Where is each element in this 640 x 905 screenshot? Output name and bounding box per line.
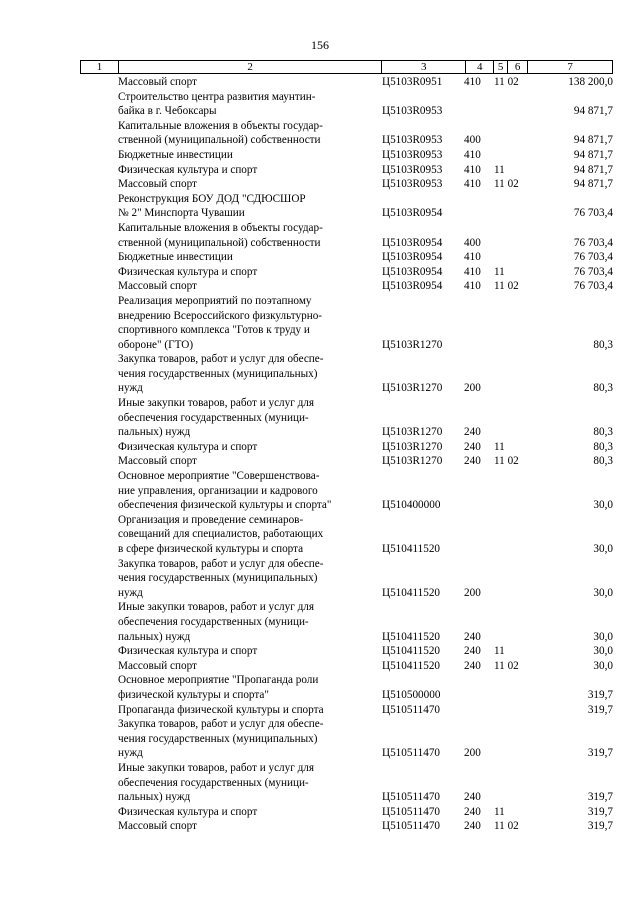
- amount-value: 94 871,7: [573, 178, 613, 191]
- expense-item-name-line: № 2" Минспорта Чувашии: [118, 207, 245, 220]
- target-article-code: Ц510511470: [382, 820, 441, 833]
- section-subsection-code: 11 02: [494, 659, 519, 672]
- expense-item-name-line: обеспечения государственных (муници-: [118, 411, 309, 424]
- amount-value: 76 703,4: [573, 236, 613, 249]
- target-article-code: Ц5103R0954: [382, 265, 443, 278]
- expense-item-name-line: пальных) нужд: [118, 630, 191, 643]
- expense-item-name-line: Массовый спорт: [118, 820, 197, 833]
- expense-item-name-line: нужд: [118, 747, 143, 760]
- target-article-code: Ц510500000: [382, 688, 441, 701]
- section-subsection-code: 11: [494, 805, 505, 818]
- table-row: [80, 717, 613, 761]
- expense-item-name-line: Основное мероприятие "Пропаганда роли: [118, 674, 319, 687]
- expense-item-name-line: Массовый спорт: [118, 455, 197, 468]
- amount-value: 30,0: [593, 630, 613, 643]
- target-article-code: Ц5103R0953: [382, 105, 443, 118]
- expense-item-name-line: внедрению Всероссийского физкультурно-: [118, 309, 323, 322]
- target-article-code: Ц5103R1270: [382, 338, 443, 351]
- table-row: [80, 513, 613, 557]
- target-article-code: Ц510411520: [382, 645, 441, 658]
- expense-item-name: [118, 440, 362, 455]
- amount-value: 319,7: [587, 688, 613, 701]
- expense-type-code: 410: [464, 76, 481, 88]
- table-row: [80, 703, 613, 718]
- table-row: [80, 557, 613, 601]
- expense-type-code: 400: [464, 134, 481, 147]
- expense-item-name-line: ственной (муниципальной) собственности: [118, 134, 321, 147]
- expense-item-name: [118, 90, 362, 119]
- expense-item-name-line: Реконструкция БОУ ДОД "СДЮСШОР: [118, 192, 306, 205]
- expense-item-name-line: пальных) нужд: [118, 426, 191, 439]
- target-article-code: Ц510511470: [382, 747, 441, 760]
- expense-item-name: [118, 192, 362, 221]
- table-row: [80, 440, 613, 455]
- amount-value: 319,7: [587, 791, 613, 804]
- table-row: [80, 192, 613, 221]
- expense-item-name: [118, 644, 362, 659]
- table-row: [80, 805, 613, 820]
- target-article-code: Ц5103R0951: [382, 76, 443, 88]
- column-header-row: [81, 61, 613, 74]
- expense-item-name-line: физической культуры и спорта": [118, 688, 269, 701]
- target-article-code: Ц5103R1270: [382, 382, 443, 395]
- amount-value: 80,3: [593, 382, 613, 395]
- expense-item-name-line: Массовый спорт: [118, 76, 197, 88]
- expense-type-code: 240: [464, 805, 481, 818]
- section-subsection-code: 11 02: [494, 280, 519, 293]
- expense-item-name: [118, 469, 362, 513]
- table-row: [80, 177, 613, 192]
- amount-value: 80,3: [593, 426, 613, 439]
- section-subsection-code: 11: [494, 440, 505, 453]
- expense-item-name: [118, 717, 362, 761]
- amount-value: 319,7: [587, 805, 613, 818]
- expense-item-name-line: Физическая культура и спорт: [118, 163, 258, 176]
- expense-type-code: 200: [464, 382, 481, 395]
- expense-item-name-line: нужд: [118, 382, 143, 395]
- expense-type-code: 410: [464, 251, 481, 264]
- table-row: [80, 600, 613, 644]
- amount-value: 30,0: [593, 543, 613, 555]
- expense-item-name-line: спортивного комплекса "Готов к труду и: [118, 324, 310, 337]
- target-article-code: Ц5103R0954: [382, 236, 443, 249]
- expense-item-name-line: Организация и проведение семинаров-: [118, 513, 304, 526]
- section-subsection-code: 11 02: [494, 178, 519, 191]
- table-row: [80, 221, 613, 250]
- expense-item-name: [118, 221, 362, 250]
- expense-item-name-line: Пропаганда физической культуры и спорта: [118, 703, 324, 716]
- table-row: [80, 279, 613, 294]
- page-number: 156: [311, 38, 329, 52]
- expense-type-code: 240: [464, 440, 481, 453]
- amount-value: 76 703,4: [573, 280, 613, 293]
- expense-item-name: [118, 819, 362, 834]
- column-number-5: 5: [494, 61, 508, 74]
- target-article-code: Ц5103R1270: [382, 440, 443, 453]
- expense-type-code: 240: [464, 820, 481, 833]
- expense-item-name-line: Капитальные вложения в объекты государ-: [118, 119, 323, 132]
- expense-item-name-line: Бюджетные инвестиции: [118, 251, 233, 264]
- expense-type-code: 240: [464, 791, 481, 804]
- amount-value: 30,0: [593, 586, 613, 599]
- expense-item-name: [118, 119, 362, 148]
- amount-value: 138 200,0: [568, 76, 613, 88]
- expense-item-name-line: ственной (муниципальной) собственности: [118, 236, 321, 249]
- column-number-3: 3: [382, 61, 466, 74]
- expense-item-name: [118, 659, 362, 674]
- expense-item-name: [118, 279, 362, 294]
- amount-value: 94 871,7: [573, 163, 613, 176]
- amount-value: 319,7: [587, 747, 613, 760]
- amount-value: 319,7: [587, 703, 613, 716]
- target-article-code: Ц510411520: [382, 586, 441, 599]
- expense-item-name-line: ние управления, организации и кадрового: [118, 484, 318, 497]
- expense-item-name: [118, 265, 362, 280]
- expense-item-name-line: Массовый спорт: [118, 659, 197, 672]
- amount-value: 30,0: [593, 659, 613, 672]
- section-subsection-code: 11 02: [494, 76, 519, 88]
- section-subsection-code: 11: [494, 645, 505, 658]
- table-row: [80, 119, 613, 148]
- table-row: [80, 761, 613, 805]
- target-article-code: Ц5103R0953: [382, 148, 443, 161]
- table-row: [80, 644, 613, 659]
- column-number-1: 1: [81, 61, 119, 74]
- expense-type-code: 240: [464, 659, 481, 672]
- target-article-code: Ц510511470: [382, 805, 441, 818]
- expense-type-code: 240: [464, 455, 481, 468]
- expense-item-name-line: Закупка товаров, работ и услуг для обеспе-: [118, 718, 324, 731]
- expense-item-name: [118, 761, 362, 805]
- expense-item-name-line: в сфере физической культуры и спорта: [118, 543, 304, 555]
- target-article-code: Ц5103R1270: [382, 426, 443, 439]
- expense-item-name-line: Закупка товаров, работ и услуг для обеспе-: [118, 557, 324, 570]
- expense-type-code: 200: [464, 586, 481, 599]
- expense-item-name-line: Реализация мероприятий по поэтапному: [118, 294, 312, 307]
- expense-item-name: [118, 703, 362, 718]
- table-row: [80, 454, 613, 469]
- expense-item-name-line: Основное мероприятие "Совершенствова-: [118, 470, 320, 483]
- amount-value: 94 871,7: [573, 134, 613, 147]
- section-subsection-code: 11 02: [494, 455, 519, 468]
- target-article-code: Ц5103R0954: [382, 251, 443, 264]
- amount-value: 76 703,4: [573, 265, 613, 278]
- amount-value: 76 703,4: [573, 251, 613, 264]
- expense-type-code: 400: [464, 236, 481, 249]
- expense-item-name-line: Физическая культура и спорт: [118, 645, 258, 658]
- expense-item-name: [118, 673, 362, 702]
- table-row: [80, 265, 613, 280]
- table-row: [80, 294, 613, 352]
- column-number-6: 6: [508, 61, 528, 74]
- table-row: [80, 673, 613, 702]
- expense-item-name: [118, 75, 362, 90]
- expense-item-name-line: Иные закупки товаров, работ и услуг для: [118, 761, 315, 774]
- target-article-code: Ц510411520: [382, 543, 441, 555]
- expense-item-name: [118, 454, 362, 469]
- expense-item-name-line: Физическая культура и спорт: [118, 440, 258, 453]
- amount-value: 319,7: [587, 820, 613, 833]
- amount-value: 30,0: [593, 645, 613, 658]
- expense-item-name-line: чения государственных (муниципальных): [118, 732, 318, 745]
- amount-value: 94 871,7: [573, 148, 613, 161]
- amount-value: 76 703,4: [573, 207, 613, 220]
- expense-item-name: [118, 352, 362, 396]
- table-row: [80, 250, 613, 265]
- target-article-code: Ц5103R0954: [382, 280, 443, 293]
- expense-item-name: [118, 177, 362, 192]
- amount-value: 80,3: [593, 455, 613, 468]
- section-subsection-code: 11: [494, 265, 505, 278]
- expense-item-name-line: совещаний для специалистов, работающих: [118, 528, 324, 541]
- amount-value: 94 871,7: [573, 105, 613, 118]
- table-row: [80, 659, 613, 674]
- expense-type-code: 410: [464, 148, 481, 161]
- expense-type-code: 410: [464, 178, 481, 191]
- expense-type-code: 240: [464, 645, 481, 658]
- amount-value: 80,3: [593, 338, 613, 351]
- section-subsection-code: 11: [494, 163, 505, 176]
- amount-value: 30,0: [593, 499, 613, 512]
- expense-item-name-line: обеспечения государственных (муници-: [118, 615, 309, 628]
- expense-item-name-line: обороне" (ГТО): [118, 338, 194, 351]
- table-row: [80, 148, 613, 163]
- expense-item-name-line: Физическая культура и спорт: [118, 805, 258, 818]
- expense-item-name-line: обеспечения физической культуры и спорта": [118, 499, 332, 512]
- expense-type-code: 200: [464, 747, 481, 760]
- table-row: [80, 396, 613, 440]
- expense-item-name: [118, 294, 362, 352]
- table-row: [80, 819, 613, 834]
- table-row: [80, 469, 613, 513]
- expense-item-name-line: Массовый спорт: [118, 280, 197, 293]
- expense-item-name-line: Иные закупки товаров, работ и услуг для: [118, 397, 315, 410]
- expense-item-name: [118, 600, 362, 644]
- expense-item-name: [118, 805, 362, 820]
- target-article-code: Ц5103R0954: [382, 207, 443, 220]
- target-article-code: Ц5103R1270: [382, 455, 443, 468]
- expense-item-name: [118, 250, 362, 265]
- table-row: [80, 163, 613, 178]
- expense-type-code: 240: [464, 630, 481, 643]
- target-article-code: Ц510411520: [382, 659, 441, 672]
- expense-item-name-line: Физическая культура и спорт: [118, 265, 258, 278]
- expense-item-name-line: Закупка товаров, работ и услуг для обеспе-: [118, 353, 324, 366]
- expense-item-name: [118, 557, 362, 601]
- expense-item-name: [118, 513, 362, 557]
- expense-item-name-line: байка в г. Чебоксары: [118, 105, 217, 118]
- expense-item-name-line: чения государственных (муниципальных): [118, 572, 318, 585]
- target-article-code: Ц510511470: [382, 703, 441, 716]
- target-article-code: Ц510411520: [382, 630, 441, 643]
- expense-item-name-line: нужд: [118, 586, 143, 599]
- expense-item-name-line: Капитальные вложения в объекты государ-: [118, 221, 323, 234]
- table-row: [80, 352, 613, 396]
- expense-item-name-line: Бюджетные инвестиции: [118, 148, 233, 161]
- expense-item-name: [118, 148, 362, 163]
- table-row: [80, 90, 613, 119]
- amount-value: 80,3: [593, 440, 613, 453]
- expense-item-name-line: обеспечения государственных (муници-: [118, 776, 309, 789]
- column-number-4: 4: [466, 61, 494, 74]
- expense-item-name-line: пальных) нужд: [118, 791, 191, 804]
- expense-type-code: 240: [464, 426, 481, 439]
- target-article-code: Ц5103R0953: [382, 163, 443, 176]
- expense-item-name: [118, 396, 362, 440]
- budget-table-body: [80, 75, 613, 834]
- target-article-code: Ц5103R0953: [382, 134, 443, 147]
- column-header-table: [80, 60, 613, 74]
- expense-item-name-line: Массовый спорт: [118, 178, 197, 191]
- section-subsection-code: 11 02: [494, 820, 519, 833]
- target-article-code: Ц510400000: [382, 499, 441, 512]
- target-article-code: Ц5103R0953: [382, 178, 443, 191]
- expense-type-code: 410: [464, 265, 481, 278]
- expense-type-code: 410: [464, 280, 481, 293]
- column-number-7: 7: [528, 61, 613, 74]
- expense-item-name: [118, 163, 362, 178]
- table-row: [80, 75, 613, 90]
- column-number-2: 2: [118, 61, 381, 74]
- expense-item-name-line: чения государственных (муниципальных): [118, 367, 318, 380]
- expense-type-code: 410: [464, 163, 481, 176]
- expense-item-name-line: Строительство центра развития маунтин-: [118, 90, 316, 103]
- expense-item-name-line: Иные закупки товаров, работ и услуг для: [118, 601, 315, 614]
- target-article-code: Ц510511470: [382, 791, 441, 804]
